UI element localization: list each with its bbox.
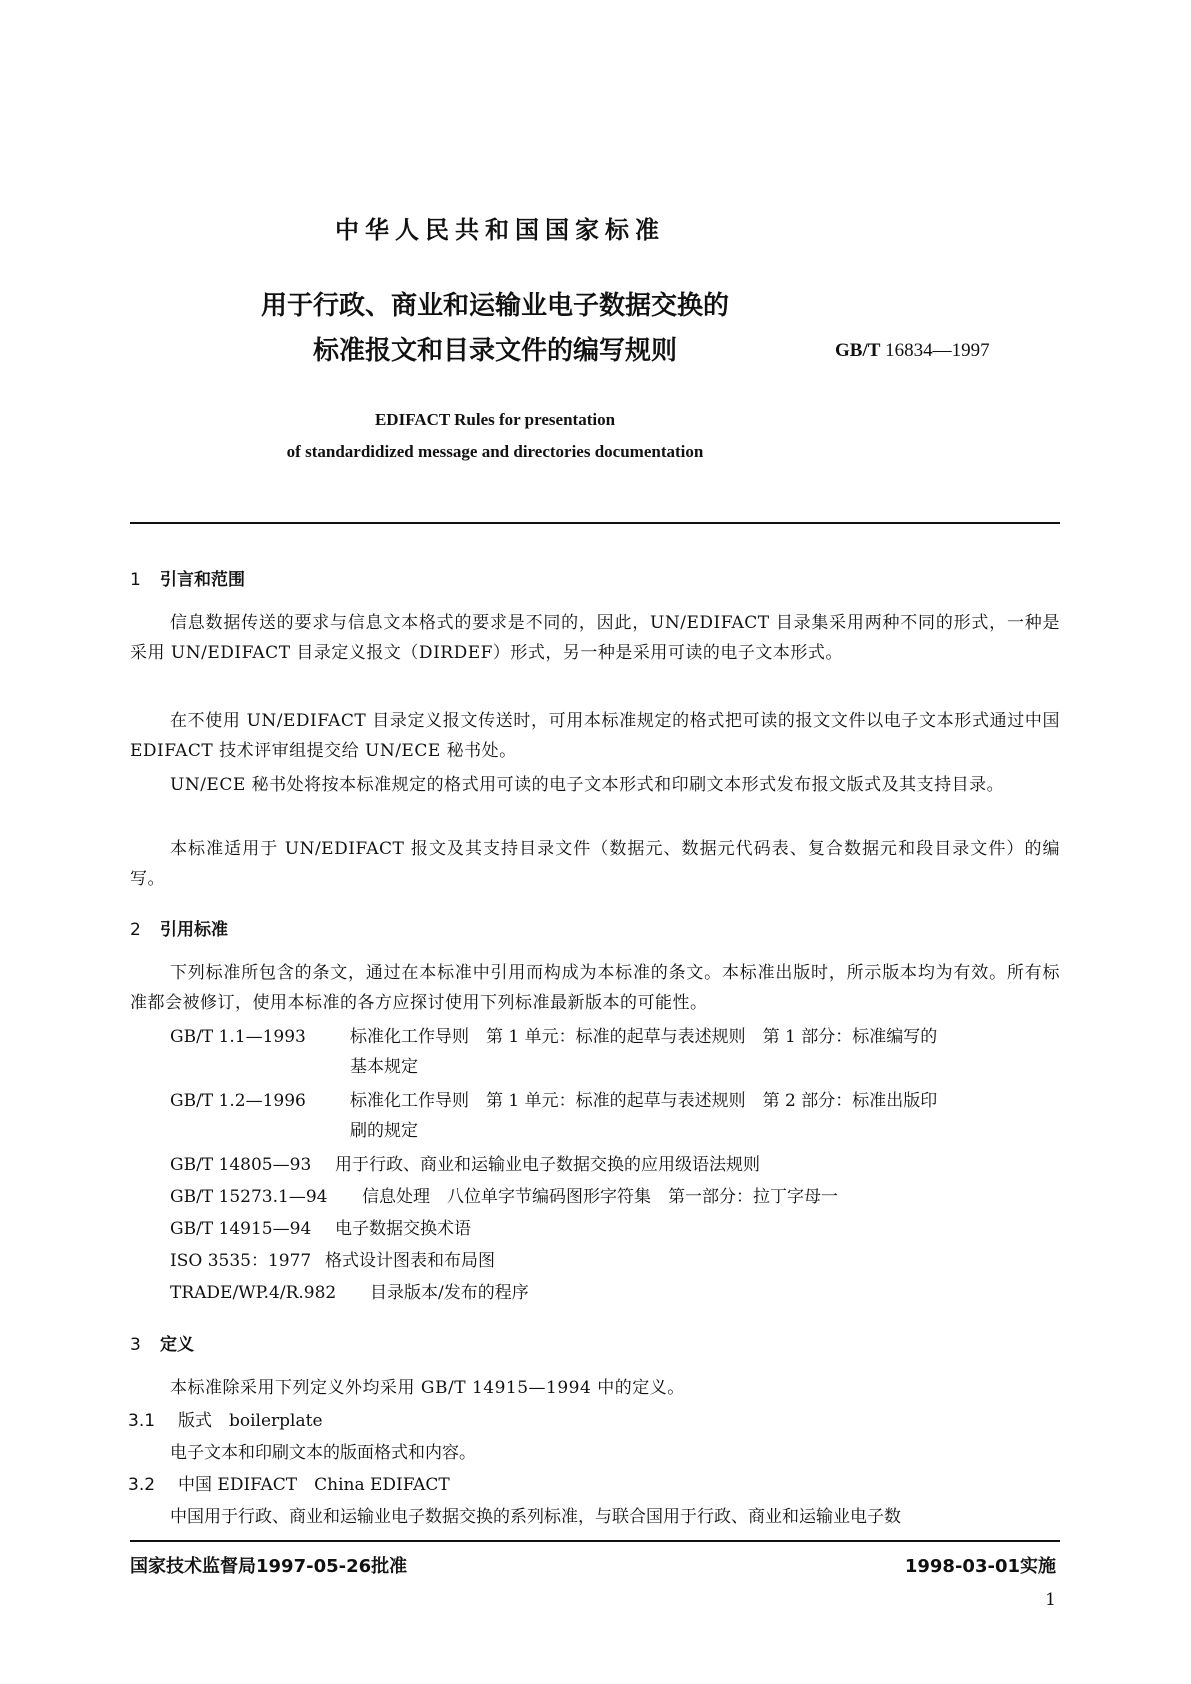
reference-title: 目录版本/发布的程序 bbox=[370, 1283, 529, 1303]
definition-number: 3.1 bbox=[128, 1411, 156, 1431]
section-1-paragraph-1: 信息数据传送的要求与信息文本格式的要求是不同的，因此，UN/EDIFACT 目录集采用两种不同的形式，一种是采用 UN/EDIFACT 目录定义报文（DIRDEF）形式，另一种是采用可读的电子文本形式。 bbox=[130, 613, 1060, 663]
reference-code: ISO 3535：1977 bbox=[170, 1251, 312, 1271]
definition-heading bbox=[128, 1470, 450, 1500]
definition-term-english: boilerplate bbox=[229, 1411, 323, 1431]
reference-code: GB/T 14805—93 bbox=[170, 1155, 312, 1175]
section-1-heading bbox=[130, 565, 245, 590]
section-3-intro: 本标准除采用下列定义外均采用 GB/T 14915—1994 中的定义。 bbox=[170, 1378, 685, 1398]
reference-code: GB/T 1.2—1996 bbox=[170, 1091, 306, 1111]
approval-date: 国家技术监督局1997-05-26批准 bbox=[130, 1556, 408, 1577]
reference-continuation: 基本规定 bbox=[350, 1057, 418, 1077]
section-2-title: 引用标准 bbox=[160, 920, 228, 940]
section-3-title: 定义 bbox=[160, 1335, 194, 1355]
chinese-title-line-1: 用于行政、商业和运输业电子数据交换的 bbox=[260, 291, 729, 321]
section-1-paragraph-3: UN/ECE 秘书处将按本标准规定的格式用可读的电子文本形式和印刷文本形式发布报文版式及其支持目录。 bbox=[170, 775, 1005, 795]
section-1-paragraph-2: 在不使用 UN/EDIFACT 目录定义报文传送时，可用本标准规定的格式把可读的报文文件以电子文本形式通过中国 EDIFACT 技术评审组提交给 UN/ECE 秘书处。 bbox=[130, 711, 1060, 761]
definition-description: 中国用于行政、商业和运输业电子数据交换的系列标准，与联合国用于行政、商业和运输业电子数 bbox=[170, 1507, 901, 1527]
standard-code: 16834—1997 bbox=[885, 340, 990, 361]
reference-item bbox=[170, 1022, 937, 1052]
reference-code: GB/T 14915—94 bbox=[170, 1219, 312, 1239]
english-title-line-1: EDIFACT Rules for presentation bbox=[374, 410, 616, 429]
reference-item bbox=[170, 1246, 495, 1276]
header-divider bbox=[130, 522, 1060, 524]
definition-term: 中国 EDIFACT bbox=[178, 1475, 298, 1495]
definition-heading bbox=[128, 1406, 323, 1436]
footer-divider bbox=[130, 1540, 1060, 1542]
reference-title: 用于行政、商业和运输业电子数据交换的应用级语法规则 bbox=[335, 1155, 760, 1175]
definition-term: 版式 bbox=[178, 1411, 212, 1431]
reference-title: 格式设计图表和布局图 bbox=[325, 1251, 495, 1271]
reference-code: GB/T 15273.1—94 bbox=[170, 1187, 328, 1207]
reference-title: 电子数据交换术语 bbox=[335, 1219, 471, 1239]
reference-continuation: 刷的规定 bbox=[350, 1121, 418, 1141]
section-3-number: 3 bbox=[130, 1335, 141, 1355]
national-standard-title: 中华人民共和国国家标准 bbox=[335, 216, 665, 244]
section-2-intro: 下列标准所包含的条文，通过在本标准中引用而构成为本标准的条文。本标准出版时，所示版本均为有效。所有标准都会被修订，使用本标准的各方应探讨使用下列标准最新版本的可能性。 bbox=[130, 963, 1060, 1013]
reference-title: 信息处理 八位单字节编码图形字符集 第一部分：拉丁字母一 bbox=[362, 1187, 838, 1207]
definition-term-english: China EDIFACT bbox=[314, 1475, 450, 1495]
section-1-number: 1 bbox=[130, 570, 141, 590]
section-2-number: 2 bbox=[130, 920, 141, 940]
section-2-heading bbox=[130, 915, 228, 940]
reference-code: GB/T 1.1—1993 bbox=[170, 1027, 306, 1047]
chinese-title-line-2: 标准报文和目录文件的编写规则 bbox=[312, 336, 677, 366]
standard-number bbox=[835, 340, 990, 362]
section-1-title: 引言和范围 bbox=[160, 570, 245, 590]
reference-item bbox=[170, 1086, 937, 1116]
reference-item bbox=[170, 1150, 760, 1180]
definition-number: 3.2 bbox=[128, 1475, 156, 1495]
standard-prefix: GB/T bbox=[835, 340, 881, 361]
reference-title: 标准化工作导则 第 1 单元：标准的起草与表述规则 第 2 部分：标准出版印 bbox=[350, 1091, 938, 1111]
page-number: 1 bbox=[1045, 1590, 1056, 1610]
reference-title: 标准化工作导则 第 1 单元：标准的起草与表述规则 第 1 部分：标准编写的 bbox=[350, 1027, 938, 1047]
reference-item bbox=[170, 1182, 838, 1212]
reference-item bbox=[170, 1214, 471, 1244]
section-3-heading bbox=[130, 1330, 194, 1355]
reference-item bbox=[170, 1278, 529, 1308]
reference-code: TRADE/WP.4/R.982 bbox=[170, 1283, 337, 1303]
english-title-line-2: of standardidized message and directories documentation bbox=[286, 442, 704, 461]
section-1-paragraph-4: 本标准适用于 UN/EDIFACT 报文及其支持目录文件（数据元、数据元代码表、复合数据元和段目录文件）的编写。 bbox=[130, 839, 1060, 889]
definition-description: 电子文本和印刷文本的版面格式和内容。 bbox=[170, 1443, 476, 1463]
implementation-date: 1998-03-01实施 bbox=[904, 1556, 1056, 1577]
